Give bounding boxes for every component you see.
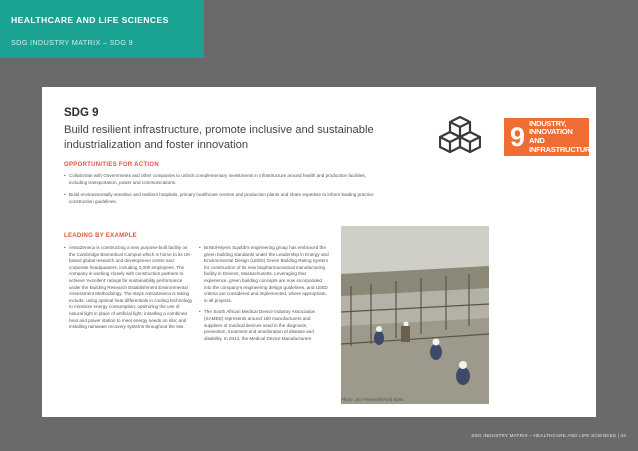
- document-page: [42, 87, 596, 417]
- badge-text: [525, 120, 595, 154]
- example-item: • AstraZeneca is constructing a new purpose-built facility on the Cambridge Biomedical Campus which is home to its UK-based global research and development centre and corporate headquarters, including 2,000 employees. The company is working closely with construction partners to achieve 'excellent' ratings for sustainability performance under the Building Research Establishment Environmental Assessment Methodology. The steps AstraZeneca is taking include: using optimal heat differentials in cooling technology to minimize energy consumption; optimizing the use of natural light in place of artificial light; installing a combined heat and power station to meet energy needs on site; and installing rainwater recovery systems throughout the site.: [64, 245, 194, 331]
- badge-line-2: AND INFRASTRUCTURE: [529, 136, 595, 154]
- page-footer: SDG INDUSTRY MATRIX – HEALTHCARE AND LIFE SCIENCES | 34: [471, 433, 626, 438]
- example-item: • Bristol-Myers Squibb's engineering group has embraced the green building standards under the Leadership in Energy and Environmental Design (LEED) Green Building Rating System for construction of its new biopharmaceutical manufacturing facility in Devens, Massachusetts. Leveraging that experience, green building concepts are now incorporated into the company's engineering design guidelines, and LEED criteria are considered and implemented, where appropriate, in all projects.: [199, 245, 329, 304]
- sdg-number-label: SDG 9: [64, 107, 99, 119]
- leading-column-2: [199, 245, 329, 347]
- leading-column-1: [64, 245, 194, 336]
- cubes-icon: [439, 114, 481, 154]
- opportunities-list: [64, 173, 374, 211]
- opportunities-heading: OPPORTUNITIES FOR ACTION: [64, 162, 159, 168]
- section-subtitle: SDG INDUSTRY MATRIX – SDG 9: [11, 38, 134, 47]
- section-title: HEALTHCARE AND LIFE SCIENCES: [11, 15, 169, 25]
- opportunity-item: • Build environmentally sensitive and resilient hospitals, primary healthcare centres and production plants and share expertise to inform leading practice construction guidelines.: [64, 192, 374, 205]
- photo-credit: Photo: Jim Pickerell/World Bank: [341, 397, 404, 402]
- opportunity-item: • Collaborate with Governments and other companies to unlock complementary investments in infrastructure around health and production facilities, including transportation, power and communications.: [64, 173, 374, 186]
- sdg9-badge: [504, 118, 595, 156]
- leading-heading: LEADING BY EXAMPLE: [64, 233, 137, 239]
- badge-number: 9: [510, 121, 526, 152]
- construction-photo: [341, 226, 489, 404]
- sdg-title: Build resilient infrastructure, promote inclusive and sustainable industrialization and foster innovation: [64, 124, 374, 151]
- badge-line-1: INDUSTRY, INNOVATION: [529, 118, 573, 137]
- example-item: • The South African Medical Device Industry Association (SAMED) represents around 160 manufacturers and suppliers of medical devices used in the diagnosis, prevention, treatment and amelioration of disease and disability. In 2014, the Medical Device Manufacturers: [199, 309, 329, 342]
- header-band: [0, 0, 204, 58]
